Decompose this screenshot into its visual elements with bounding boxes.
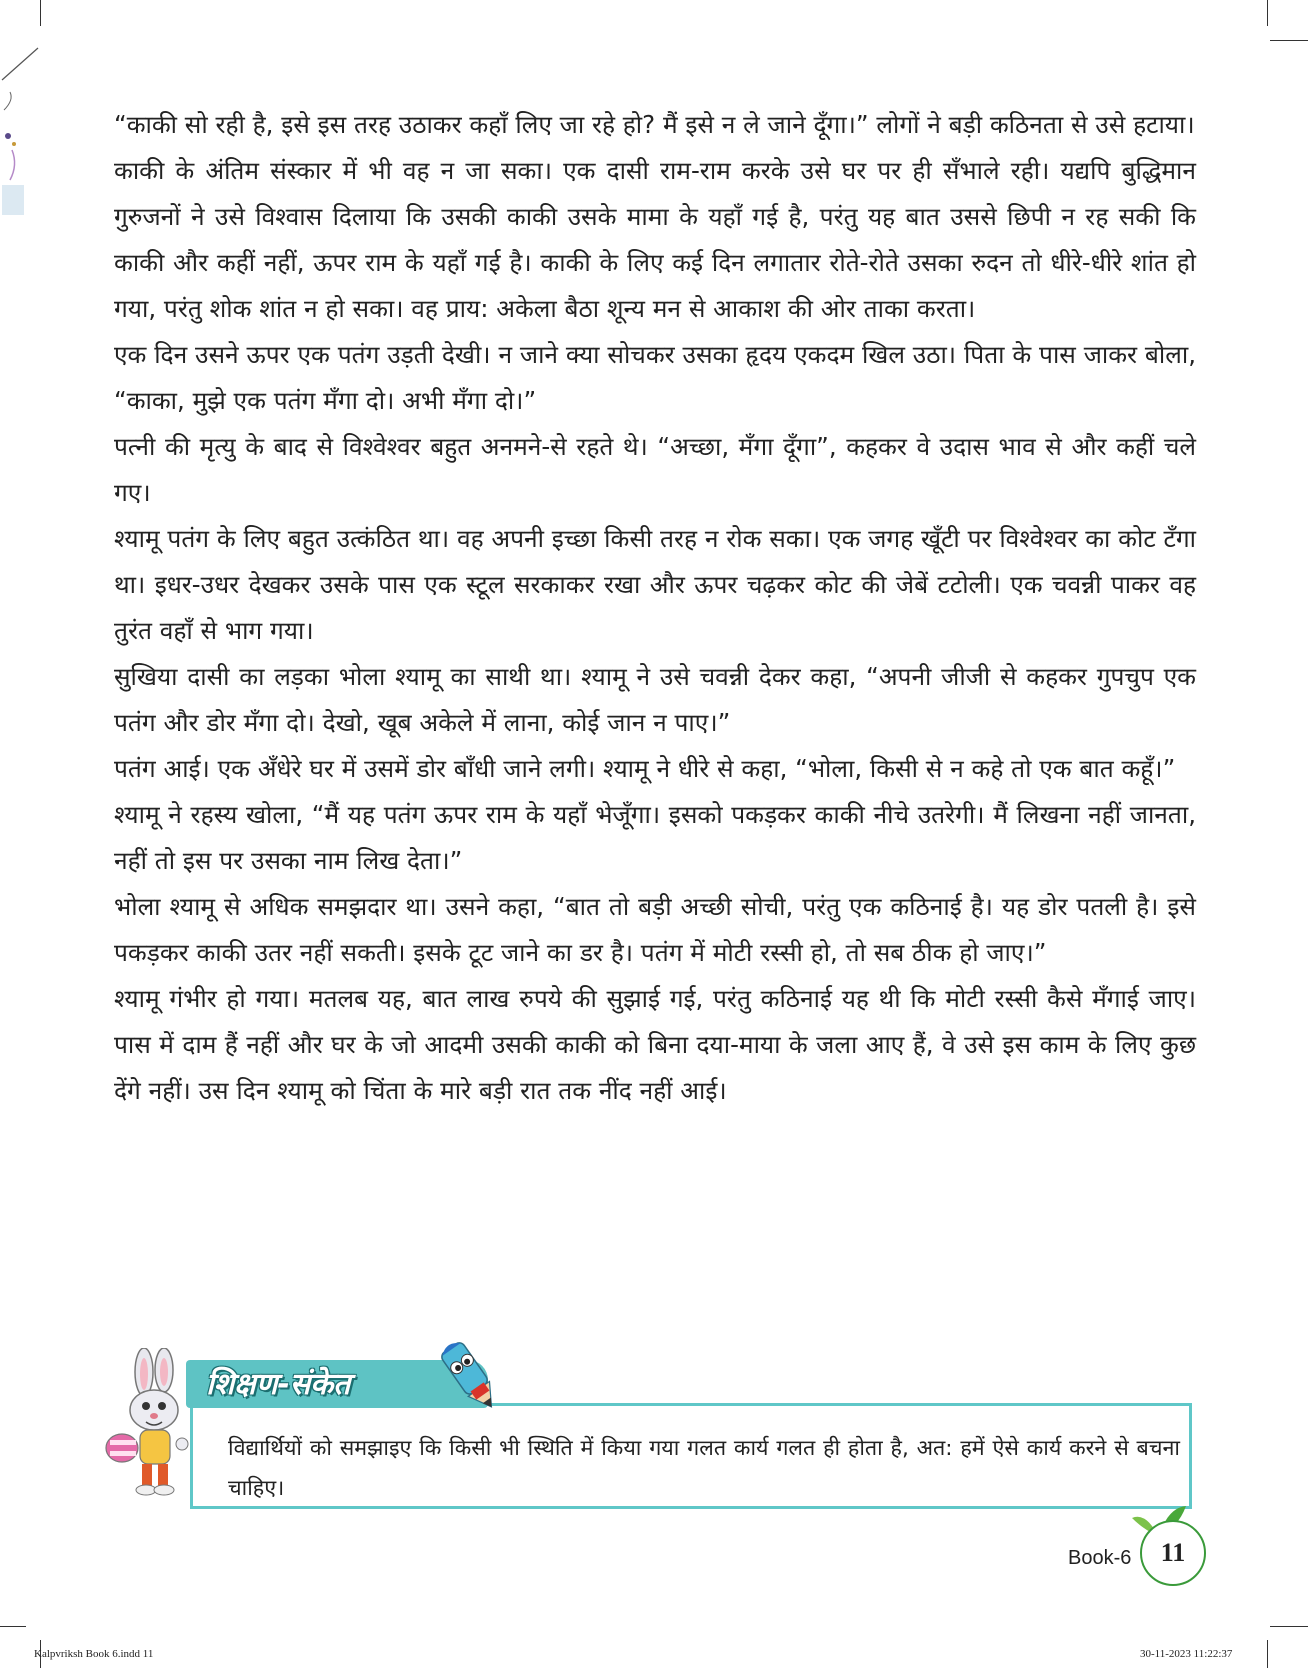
crop-mark <box>1267 0 1268 26</box>
story-text <box>114 102 1196 1114</box>
paragraph: श्यामू गंभीर हो गया। मतलब यह, बात लाख रुपये की सुझाई गई, परंतु कठिनाई यह थी कि मोटी रस्सी कैसे मँगाई जाए। पास में दाम हैं नहीं और घर के जो आदमी उसकी काकी को बिना दया-माया के जला आए हैं, वे उसे इस काम के लिए कुछ देंगे नहीं। उस दिन श्यामू को चिंता के मारे बड़ी रात तक नींद नहीं आई। <box>114 984 1196 1105</box>
paragraph: सुखिया दासी का लड़का भोला श्यामू का साथी था। श्यामू ने उसे चवन्नी देकर कहा, “अपनी जीजी से कहकर गुपचुप एक पतंग और डोर मँगा दो। देखो, खूब अकेले में लाना, कोई जान न पाए।” <box>114 662 1196 737</box>
paragraph: श्यामू पतंग के लिए बहुत उत्कंठित था। वह अपनी इच्छा किसी तरह न रोक सका। एक जगह खूँटी पर विश्वेश्वर का कोट टँगा था। इधर-उधर देखकर उसके पास एक स्टूल सरकाकर रखा और ऊपर चढ़कर कोट की जेबें टटोली। एक चवन्नी पाकर वह तुरंत वहाँ से भाग गया। <box>114 524 1196 645</box>
teaching-note-text: विद्यार्थियों को समझाइए कि किसी भी स्थिति में किया गया गलत कार्य गलत ही होता है, अत: हमें ऐसे कार्य करने से बचना चाहिए। <box>228 1436 1180 1501</box>
teaching-note-title: शिक्षण-संकेत <box>206 1367 351 1402</box>
corner-decoration-icon <box>0 40 40 220</box>
paragraph: भोला श्यामू से अधिक समझदार था। उसने कहा, “बात तो बड़ी अच्छी सोची, परंतु एक कठिनाई है। यह डोर पतली है। इसे पकड़कर काकी उतर नहीं सकती। इसके टूट जाने का डर है। पतंग में मोटी रस्सी हो, तो सब ठीक हो जाए।” <box>114 892 1196 967</box>
crop-mark <box>1270 1626 1308 1627</box>
book-label: Book-6 <box>1068 1547 1132 1569</box>
print-slug-file: Kalpvriksh Book 6.indd 11 <box>34 1648 154 1660</box>
crop-mark <box>1270 40 1308 41</box>
paragraph: श्यामू ने रहस्य खोला, “मैं यह पतंग ऊपर राम के यहाँ भेजूँगा। इसको पकड़कर काकी नीचे उतरेगी। मैं लिखना नहीं जानता, नहीं तो इस पर उसका नाम लिख देता।” <box>114 800 1196 875</box>
paragraph: काकी के अंतिम संस्कार में भी वह न जा सका। एक दासी राम-राम करके उसे घर पर ही सँभाले रही। यद्यपि बुद्धिमान गुरुजनों ने उसे विश्वास दिलाया कि उसकी काकी उसके मामा के यहाँ गई है, परंतु यह बात उससे छिपी न रह सकी कि काकी और कहीं नहीं, ऊपर राम के यहाँ गई है। काकी के लिए कई दिन लगातार रोते-रोते उसका रुदन तो धीरे-धीरे शांत हो गया, परंतु शोक शांत न हो सका। वह प्राय: अकेला बैठा शून्य मन से आकाश की ओर ताका करता। <box>114 156 1196 323</box>
crop-mark <box>1267 1640 1268 1668</box>
rabbit-mascot-icon <box>100 1348 200 1498</box>
crop-mark <box>0 1626 26 1627</box>
pencil-character-icon <box>440 1338 500 1418</box>
print-slug-timestamp: 30-11-2023 11:22:37 <box>1140 1648 1233 1660</box>
paragraph: पत्नी की मृत्यु के बाद से विश्वेश्वर बहुत अनमने-से रहते थे। “अच्छा, मँगा दूँगा”, कहकर वे उदास भाव से और कहीं चले गए। <box>114 432 1196 507</box>
paragraph: एक दिन उसने ऊपर एक पतंग उड़ती देखी। न जाने क्या सोचकर उसका हृदय एकदम खिल उठा। पिता के पास जाकर बोला, “काका, मुझे एक पतंग मँगा दो। अभी मँगा दो।” <box>114 340 1196 415</box>
paragraph: पतंग आई। एक अँधेरे घर में उसमें डोर बाँधी जाने लगी। श्यामू ने धीरे से कहा, “भोला, किसी से न कहे तो एक बात कहूँ।” <box>114 754 1176 783</box>
page-number: 11 <box>1160 1538 1186 1567</box>
paragraph: “काकी सो रही है, इसे इस तरह उठाकर कहाँ लिए जा रहे हो? मैं इसे न ले जाने दूँगा।” लोगों ने बड़ी कठिनता से उसे हटाया। <box>114 110 1195 139</box>
crop-mark <box>40 0 41 26</box>
